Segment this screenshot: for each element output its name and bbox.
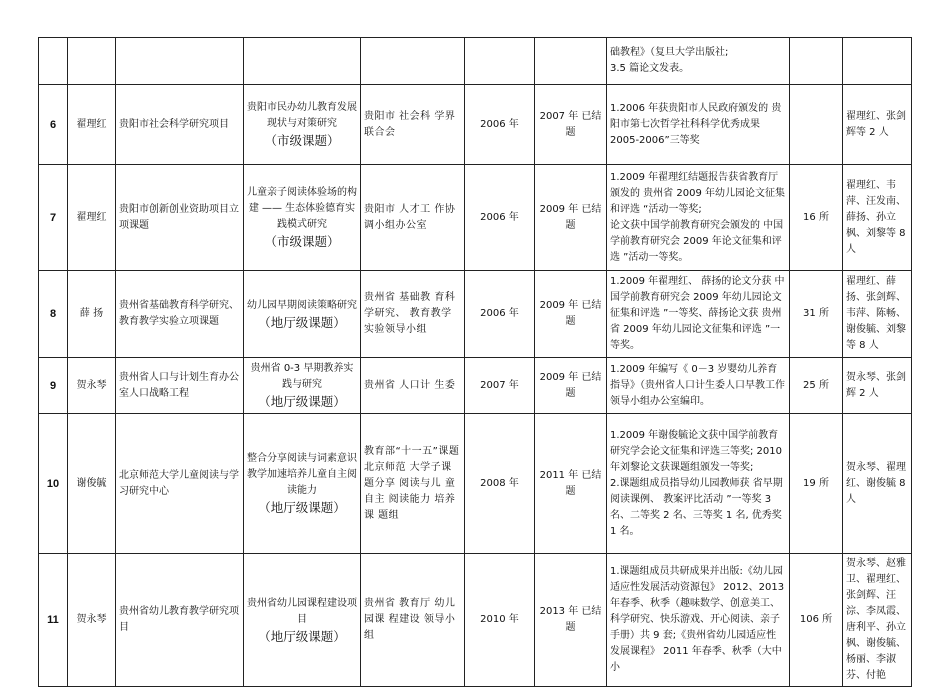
topic-text: 儿童亲子阅读体验场的构建 —— 生态体验德育实践模式研究 (247, 187, 357, 230)
cell-person (68, 414, 116, 554)
cell-text: 19 所 (803, 477, 829, 489)
level-text: （市级课题） (264, 133, 340, 148)
cell-text: 薛 扬 (79, 308, 104, 319)
cell-text: 谢俊毓 (76, 477, 107, 489)
cell-text: 贵州省人口与计划生育办公室人口战略工程 (119, 371, 239, 399)
cell-source (116, 271, 244, 358)
cell-source (116, 414, 244, 554)
cell-text: 9 (49, 379, 57, 392)
cell-results (607, 271, 790, 358)
topic-text: 贵州省幼儿园课程建设项目 (247, 597, 357, 625)
topic-text: 幼儿园早期阅读策略研究 (247, 299, 357, 311)
cell-number (39, 358, 68, 414)
cell-members (843, 358, 912, 414)
cell-text: 贺永琴、张剑辉 2 人 (846, 371, 906, 399)
cell-topic (244, 358, 361, 414)
result-paragraph: 1.2009 年翟理红结题报告获省教育厅颁发的 贵州省 2009 年幼儿园论文征集和评选 “活动一等奖; (610, 171, 785, 215)
cell-text: 16 所 (803, 211, 829, 223)
cell-text: 2009 年 已结题 (539, 371, 602, 399)
cell-text: 10 (46, 477, 60, 490)
cell-number (39, 554, 68, 687)
cell-text: 贺永琴 (76, 379, 107, 391)
cell-results (607, 554, 790, 687)
cell-text: 翟理红、薛扬、张剑辉、韦萍、陈畅、谢俊毓、刘黎等 8 人 (846, 276, 906, 351)
cell-text: 11 (47, 614, 59, 626)
cell-text: 106 所 (799, 614, 833, 625)
result-paragraph: 2.课题组成员指导幼儿园教师获 省早期阅读课例、 教案评比活动 ”一等奖 3 名、二等奖 2 名、三等奖 1 名, 优秀奖 1 名。 (610, 477, 783, 537)
research-projects-table (38, 37, 912, 687)
cell-text: 6 (49, 118, 57, 131)
cell-schools (790, 38, 843, 85)
result-paragraph: 1.课题组成员共研成果并出版:《幼儿园适应性发展活动资源包》 2012、2013 年春季、秋季（趣味数学、创意美工、科学研究、快乐游戏、开心阅读、亲子手册）共 9 套;《贵州省幼儿园适应性发展课程》 2011 年春季、秋季（大中小 (610, 566, 785, 673)
cell-number (39, 271, 68, 358)
cell-text: 贵阳市 人才工 作协调小组办公室 (364, 203, 456, 231)
cell-status (535, 414, 607, 554)
cell-person (68, 271, 116, 358)
topic-text: 贵州省 0-3 早期教养实践与研究 (250, 363, 354, 390)
cell-text: 7 (49, 211, 57, 224)
topic-text: 整合分享阅读与词素意识教学加速培养儿童自主阅读能力 (247, 453, 357, 496)
cell-start-year (465, 85, 535, 165)
cell-text: 25 所 (803, 379, 829, 391)
cell-status (535, 271, 607, 358)
cell-number (39, 414, 68, 554)
cell-status (535, 85, 607, 165)
cell-number (39, 165, 68, 271)
cell-text: 2009 年 已结题 (539, 300, 602, 327)
cell-text: 2010 年 (480, 614, 519, 625)
cell-person (68, 358, 116, 414)
result-paragraph: 础教程》（复旦大学出版社; (610, 47, 729, 58)
cell-source (116, 165, 244, 271)
cell-text: 贵州省基础教育科学研究、教育教学实验立项课题 (119, 300, 239, 327)
cell-organization (361, 85, 465, 165)
cell-person (68, 38, 116, 85)
cell-person (68, 554, 116, 687)
cell-results (607, 85, 790, 165)
cell-schools (790, 165, 843, 271)
result-paragraph: 1.2009 年谢俊毓论文获中国学前教育研究学会论文征集和评选三等奖; 2010 年刘黎论文获课题组颁发一等奖; (610, 429, 782, 473)
cell-results (607, 358, 790, 414)
level-text: （地厅级课题） (258, 628, 346, 644)
cell-text: 2009 年 已结题 (539, 203, 602, 231)
table-row (39, 85, 912, 165)
table-row (39, 38, 912, 85)
cell-organization (361, 165, 465, 271)
cell-topic (244, 271, 361, 358)
cell-text: 8 (49, 308, 57, 320)
cell-number (39, 38, 68, 85)
result-paragraph: 1.2009 年编写《 0－3 岁婴幼儿养育指导》（贵州省人口计生委人口早教工作领导小组办公室编印。 (610, 363, 785, 407)
result-paragraph: 论文获中国学前教育研究会颁发的 中国学前教育研究会 2009 年论文征集和评选 ”活动一等奖。 (610, 219, 784, 263)
cell-start-year (465, 414, 535, 554)
cell-text: 贵阳市 社会科 学界联合会 (364, 110, 456, 138)
cell-text: 31 所 (803, 308, 829, 319)
cell-results (607, 414, 790, 554)
cell-text: 贵阳市创新创业资助项目立项课题 (119, 203, 239, 231)
topic-text: 贵阳市民办幼儿教育发展现状与对策研究 (247, 102, 357, 129)
cell-source (116, 554, 244, 687)
table-row (39, 358, 912, 414)
cell-results (607, 165, 790, 271)
cell-text: 2006 年 (480, 118, 519, 130)
cell-text: 贺永琴 (76, 614, 107, 625)
level-text: （地厅级课题） (258, 500, 346, 515)
cell-text: 2008 年 (480, 477, 519, 489)
cell-organization (361, 554, 465, 687)
cell-text: 贵州省 基础教 育科学研究、 教育教学实验领导小组 (364, 292, 456, 335)
cell-schools (790, 85, 843, 165)
cell-members (843, 554, 912, 687)
cell-start-year (465, 165, 535, 271)
cell-text: 贵州省幼儿教育教学研究项目 (119, 606, 239, 633)
cell-organization (361, 414, 465, 554)
cell-status (535, 554, 607, 687)
level-text: （地厅级课题） (258, 394, 346, 409)
cell-members (843, 85, 912, 165)
cell-number (39, 85, 68, 165)
cell-text: 北京师范大学儿童阅读与学习研究中心 (119, 469, 239, 497)
cell-start-year (465, 358, 535, 414)
cell-text: 2006 年 (480, 308, 519, 319)
cell-start-year (465, 554, 535, 687)
cell-status (535, 358, 607, 414)
cell-topic (244, 85, 361, 165)
cell-text: 2006 年 (480, 211, 519, 223)
cell-members (843, 38, 912, 85)
cell-text: 翟理红 (76, 118, 107, 130)
cell-members (843, 165, 912, 271)
cell-text: 2007 年 已结题 (539, 110, 602, 138)
cell-text: 翟理红、张剑辉等 2 人 (846, 110, 906, 138)
cell-results (607, 38, 790, 85)
cell-source (116, 358, 244, 414)
cell-start-year (465, 38, 535, 85)
table-body (39, 38, 912, 687)
cell-text: 教育部“十一五”课题北京师范 大学子课题分享 阅读与儿 童自主 阅读能力 培养课 题组 (364, 445, 460, 521)
cell-person (68, 165, 116, 271)
cell-source (116, 85, 244, 165)
cell-source (116, 38, 244, 85)
level-text: （市级课题） (264, 234, 340, 249)
cell-text: 贵州省 人口计 生委 (364, 379, 456, 391)
table-row (39, 554, 912, 687)
cell-text: 贵阳市社会科学研究项目 (119, 118, 229, 130)
table-row (39, 165, 912, 271)
cell-status (535, 165, 607, 271)
cell-schools (790, 358, 843, 414)
cell-text: 翟理红、韦萍、汪发南、薛扬、孙立枫、刘黎等 8 人 (846, 179, 906, 255)
cell-members (843, 271, 912, 358)
cell-organization (361, 38, 465, 85)
cell-topic (244, 414, 361, 554)
cell-topic (244, 165, 361, 271)
level-text: （地厅级课题） (258, 314, 346, 330)
cell-topic (244, 554, 361, 687)
result-paragraph: 3.5 篇论文发表。 (610, 63, 690, 74)
cell-organization (361, 358, 465, 414)
cell-text: 贵州省 教育厅 幼儿园课 程建设 领导小组 (364, 598, 456, 641)
cell-text: 贺永琴、赵雅卫、翟理红、张剑辉、汪淙、李凤霞、唐利平、孙立枫、谢俊毓、杨丽、李淑芬、付艳 (846, 558, 906, 681)
cell-start-year (465, 271, 535, 358)
table-row (39, 271, 912, 358)
cell-schools (790, 271, 843, 358)
cell-status (535, 38, 607, 85)
cell-text: 2013 年 已结题 (539, 606, 602, 633)
cell-text: 2007 年 (480, 379, 519, 391)
cell-topic (244, 38, 361, 85)
cell-organization (361, 271, 465, 358)
cell-schools (790, 414, 843, 554)
cell-text: 2011 年 已结题 (539, 469, 602, 497)
cell-text: 贺永琴、翟理红、谢俊毓 8 人 (846, 461, 906, 505)
cell-text: 翟理红 (76, 211, 107, 223)
cell-person (68, 85, 116, 165)
cell-schools (790, 554, 843, 687)
cell-members (843, 414, 912, 554)
result-paragraph: 1.2009 年翟理红、 薛扬的论文分获 中国学前教育研究会 2009 年幼儿园论文征集和评选 ”一等奖、薛扬论文获 贵州省 2009 年幼儿园论文征集和评选 ”一等奖。 (610, 276, 785, 351)
result-paragraph: 1.2006 年获贵阳市人民政府颁发的 贵阳市第七次哲学社科科学优秀成果 2005-2006”三等奖 (610, 102, 782, 146)
table-row (39, 414, 912, 554)
